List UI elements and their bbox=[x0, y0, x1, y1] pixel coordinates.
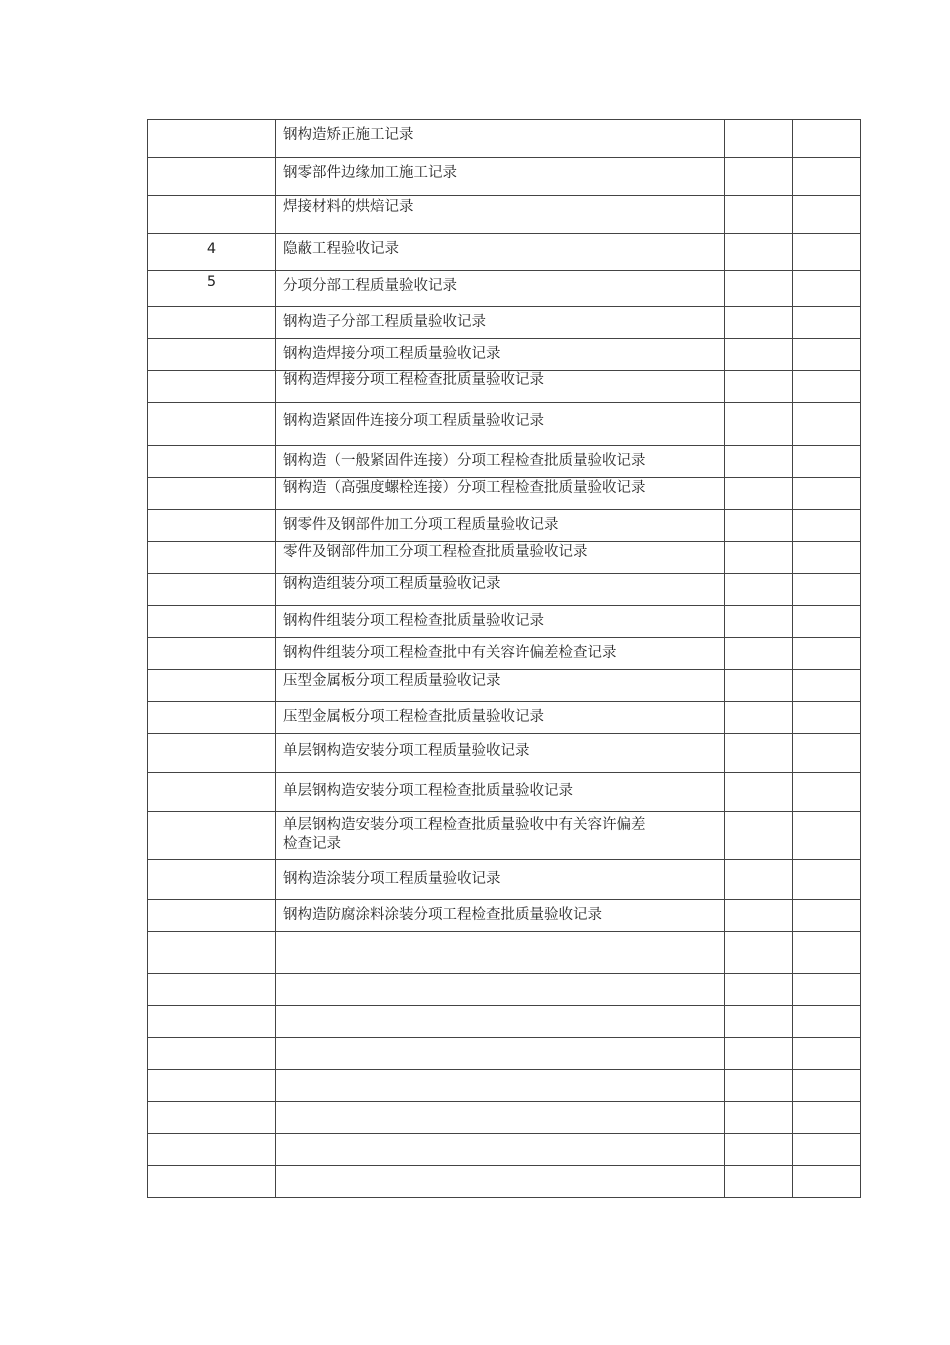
blank-cell bbox=[725, 1038, 793, 1070]
table-row bbox=[148, 812, 861, 860]
record-name-cell: 钢构造焊接分项工程质量验收记录 bbox=[276, 339, 725, 371]
blank-cell bbox=[725, 1102, 793, 1134]
record-name-cell bbox=[276, 1038, 725, 1070]
blank-cell bbox=[725, 307, 793, 339]
blank-cell bbox=[793, 196, 861, 234]
blank-cell bbox=[793, 1006, 861, 1038]
blank-cell bbox=[793, 702, 861, 734]
row-number-cell bbox=[148, 974, 276, 1006]
blank-cell bbox=[725, 1070, 793, 1102]
record-name-cell: 钢构件组装分项工程检查批质量验收记录 bbox=[276, 606, 725, 638]
row-number-cell bbox=[148, 158, 276, 196]
record-name-cell bbox=[276, 1102, 725, 1134]
record-name-cell: 钢构造组装分项工程质量验收记录 bbox=[276, 574, 725, 606]
row-number-cell bbox=[148, 670, 276, 702]
record-name-cell: 单层钢构造安装分项工程检查批质量验收记录 bbox=[276, 773, 725, 812]
blank-cell bbox=[725, 542, 793, 574]
records-table bbox=[147, 119, 861, 1198]
record-name-cell: 隐蔽工程验收记录 bbox=[276, 234, 725, 271]
blank-cell bbox=[793, 307, 861, 339]
table-row bbox=[148, 542, 861, 574]
row-number-cell bbox=[148, 812, 276, 860]
table-row bbox=[148, 339, 861, 371]
blank-cell bbox=[725, 403, 793, 446]
table-row bbox=[148, 702, 861, 734]
table-row bbox=[148, 574, 861, 606]
table-row bbox=[148, 371, 861, 403]
blank-cell bbox=[725, 446, 793, 478]
table-row bbox=[148, 1166, 861, 1198]
table-row bbox=[148, 1006, 861, 1038]
blank-cell bbox=[793, 1166, 861, 1198]
blank-cell bbox=[793, 234, 861, 271]
table-row bbox=[148, 196, 861, 234]
blank-cell bbox=[793, 403, 861, 446]
table-row bbox=[148, 1038, 861, 1070]
blank-cell bbox=[725, 702, 793, 734]
blank-cell bbox=[793, 638, 861, 670]
blank-cell bbox=[725, 371, 793, 403]
table-row bbox=[148, 403, 861, 446]
table-row bbox=[148, 1070, 861, 1102]
row-number-cell bbox=[148, 1166, 276, 1198]
row-number-cell bbox=[148, 371, 276, 403]
row-number-cell bbox=[148, 1134, 276, 1166]
row-number-cell bbox=[148, 932, 276, 974]
blank-cell bbox=[793, 574, 861, 606]
record-name-cell: 压型金属板分项工程检查批质量验收记录 bbox=[276, 702, 725, 734]
blank-cell bbox=[725, 974, 793, 1006]
row-number-cell bbox=[148, 339, 276, 371]
blank-cell bbox=[793, 670, 861, 702]
blank-cell bbox=[725, 670, 793, 702]
row-number-cell bbox=[148, 196, 276, 234]
row-number-cell bbox=[148, 734, 276, 773]
blank-cell bbox=[793, 1038, 861, 1070]
table-row bbox=[148, 1102, 861, 1134]
record-name-cell bbox=[276, 1006, 725, 1038]
blank-cell bbox=[793, 120, 861, 158]
blank-cell bbox=[725, 900, 793, 932]
record-name-cell bbox=[276, 1134, 725, 1166]
blank-cell bbox=[793, 812, 861, 860]
blank-cell bbox=[725, 773, 793, 812]
blank-cell bbox=[793, 860, 861, 900]
row-number-cell bbox=[148, 773, 276, 812]
blank-cell bbox=[793, 510, 861, 542]
blank-cell bbox=[793, 734, 861, 773]
row-number-cell bbox=[148, 120, 276, 158]
table-row bbox=[148, 158, 861, 196]
blank-cell bbox=[793, 271, 861, 307]
blank-cell bbox=[793, 158, 861, 196]
record-name-cell: 钢构造子分部工程质量验收记录 bbox=[276, 307, 725, 339]
record-name-line-2: 检查记录 bbox=[283, 836, 341, 852]
record-name-line-1: 单层钢构造安装分项工程检查批质量验收中有关容许偏差 bbox=[283, 817, 646, 833]
blank-cell bbox=[793, 1070, 861, 1102]
blank-cell bbox=[725, 734, 793, 773]
blank-cell bbox=[725, 196, 793, 234]
row-number-cell bbox=[148, 1102, 276, 1134]
row-number-cell bbox=[148, 446, 276, 478]
blank-cell bbox=[725, 234, 793, 271]
row-number-cell: 4 bbox=[148, 234, 276, 271]
blank-cell bbox=[793, 339, 861, 371]
blank-cell bbox=[725, 271, 793, 307]
blank-cell bbox=[725, 339, 793, 371]
record-name-cell: 钢构造防腐涂料涂装分项工程检查批质量验收记录 bbox=[276, 900, 725, 932]
blank-cell bbox=[725, 812, 793, 860]
table-row bbox=[148, 670, 861, 702]
table-row bbox=[148, 734, 861, 773]
row-number-cell: 5 bbox=[148, 271, 276, 307]
record-name-cell: 钢构造涂装分项工程质量验收记录 bbox=[276, 860, 725, 900]
blank-cell bbox=[793, 773, 861, 812]
blank-cell bbox=[725, 478, 793, 510]
row-number-cell bbox=[148, 638, 276, 670]
row-number-cell bbox=[148, 478, 276, 510]
blank-cell bbox=[725, 638, 793, 670]
blank-cell bbox=[793, 542, 861, 574]
blank-cell bbox=[725, 932, 793, 974]
table-row bbox=[148, 900, 861, 932]
blank-cell bbox=[793, 446, 861, 478]
record-name-cell: 钢构件组装分项工程检查批中有关容许偏差检查记录 bbox=[276, 638, 725, 670]
blank-cell bbox=[725, 606, 793, 638]
record-name-cell: 钢零部件边缘加工施工记录 bbox=[276, 158, 725, 196]
table-row bbox=[148, 234, 861, 271]
table-row bbox=[148, 773, 861, 812]
row-number-cell bbox=[148, 1006, 276, 1038]
blank-cell bbox=[793, 1134, 861, 1166]
record-name-cell bbox=[276, 1070, 725, 1102]
record-name-cell: 压型金属板分项工程质量验收记录 bbox=[276, 670, 725, 702]
record-name-cell bbox=[276, 812, 725, 860]
record-name-cell: 焊接材料的烘焙记录 bbox=[276, 196, 725, 234]
table-row bbox=[148, 974, 861, 1006]
table-row bbox=[148, 120, 861, 158]
record-name-cell bbox=[276, 1166, 725, 1198]
blank-cell bbox=[793, 371, 861, 403]
row-number-cell bbox=[148, 403, 276, 446]
table-row bbox=[148, 638, 861, 670]
record-name-cell: 分项分部工程质量验收记录 bbox=[276, 271, 725, 307]
record-name-cell: 钢构造矫正施工记录 bbox=[276, 120, 725, 158]
table-row bbox=[148, 932, 861, 974]
blank-cell bbox=[793, 606, 861, 638]
record-name-cell bbox=[276, 974, 725, 1006]
table-row bbox=[148, 478, 861, 510]
row-number-cell bbox=[148, 510, 276, 542]
table-row bbox=[148, 860, 861, 900]
table-row bbox=[148, 307, 861, 339]
blank-cell bbox=[793, 478, 861, 510]
blank-cell bbox=[725, 158, 793, 196]
record-name-cell: 钢零件及钢部件加工分项工程质量验收记录 bbox=[276, 510, 725, 542]
row-number-cell bbox=[148, 307, 276, 339]
record-name-cell: 零件及钢部件加工分项工程检查批质量验收记录 bbox=[276, 542, 725, 574]
row-number-cell bbox=[148, 1038, 276, 1070]
blank-cell bbox=[793, 900, 861, 932]
record-name-cell: 单层钢构造安装分项工程质量验收记录 bbox=[276, 734, 725, 773]
record-name-cell: 钢构造焊接分项工程检查批质量验收记录 bbox=[276, 371, 725, 403]
blank-cell bbox=[725, 574, 793, 606]
blank-cell bbox=[793, 974, 861, 1006]
record-name-cell: 钢构造（高强度螺栓连接）分项工程检查批质量验收记录 bbox=[276, 478, 725, 510]
table-row bbox=[148, 510, 861, 542]
table-row bbox=[148, 271, 861, 307]
blank-cell bbox=[793, 1102, 861, 1134]
table-row bbox=[148, 1134, 861, 1166]
blank-cell bbox=[725, 120, 793, 158]
table-row bbox=[148, 606, 861, 638]
record-name-cell: 钢构造紧固件连接分项工程质量验收记录 bbox=[276, 403, 725, 446]
blank-cell bbox=[793, 932, 861, 974]
blank-cell bbox=[725, 1006, 793, 1038]
record-name-cell: 钢构造（一般紧固件连接）分项工程检查批质量验收记录 bbox=[276, 446, 725, 478]
row-number-cell bbox=[148, 900, 276, 932]
row-number-cell bbox=[148, 574, 276, 606]
row-number-cell bbox=[148, 1070, 276, 1102]
row-number-cell bbox=[148, 860, 276, 900]
blank-cell bbox=[725, 1166, 793, 1198]
row-number-cell bbox=[148, 702, 276, 734]
blank-cell bbox=[725, 860, 793, 900]
table-row bbox=[148, 446, 861, 478]
row-number-cell bbox=[148, 542, 276, 574]
blank-cell bbox=[725, 510, 793, 542]
blank-cell bbox=[725, 1134, 793, 1166]
record-name-cell bbox=[276, 932, 725, 974]
row-number-cell bbox=[148, 606, 276, 638]
